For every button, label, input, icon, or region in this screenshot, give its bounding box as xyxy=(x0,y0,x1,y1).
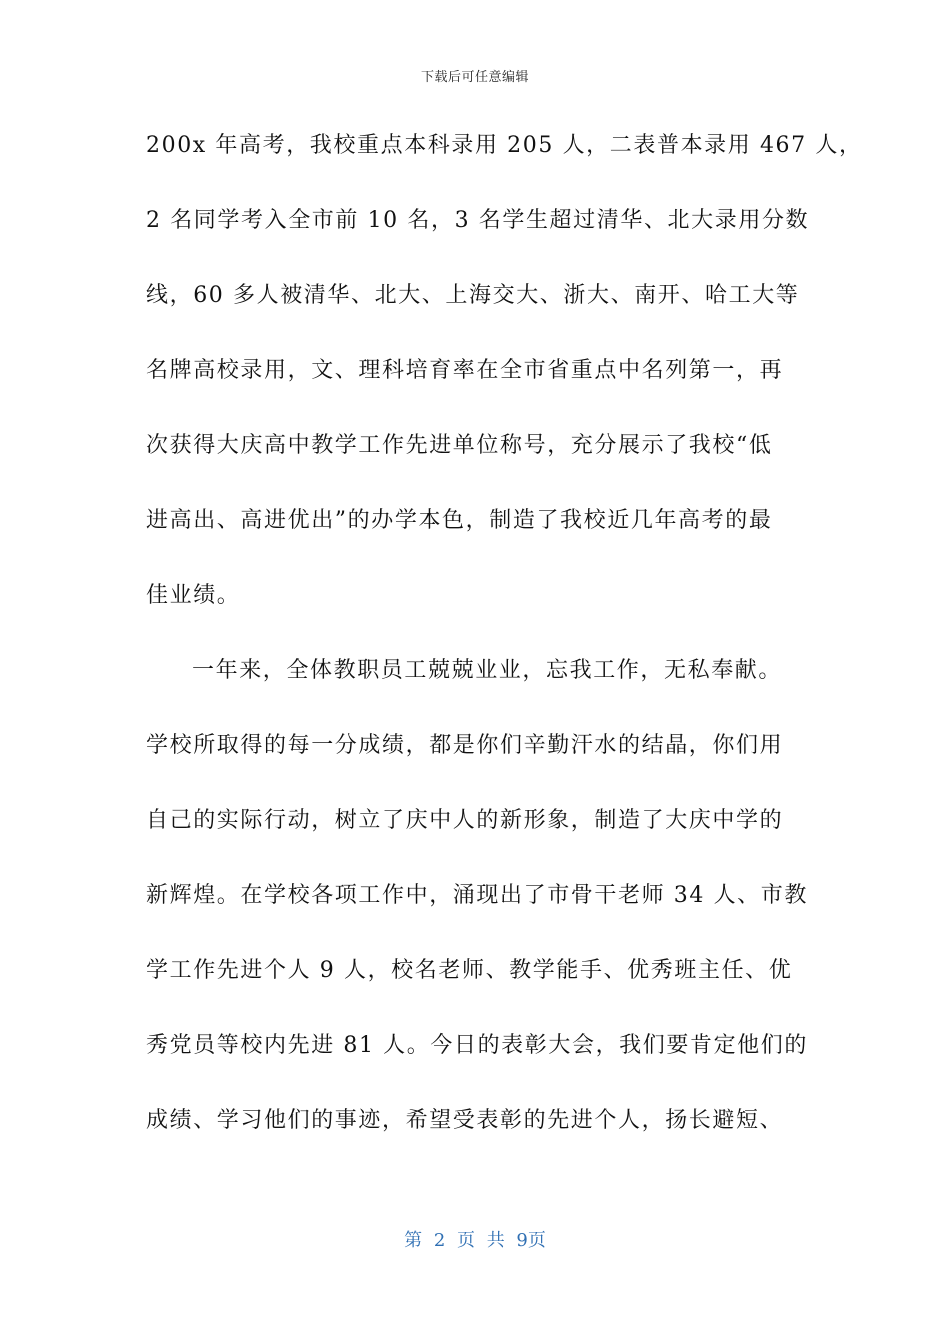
text-line: 进高出、高进优出”的办学本色，制造了我校近几年高考的最 xyxy=(146,508,773,533)
text-line: 名牌高校录用，文、理科培育率在全市省重点中名列第一，再 xyxy=(146,358,784,383)
text-line: 新辉煌。在学校各项工作中，涌现出了市骨干老师 34 人、市教 xyxy=(146,883,808,908)
paragraph-first-line: 一年来，全体教职员工兢兢业业，忘我工作，无私奉献。 xyxy=(192,658,783,683)
header-note: 下载后可任意编辑 xyxy=(420,70,529,85)
text-line: 自己的实际行动，树立了庆中人的新形象，制造了大庆中学的 xyxy=(146,808,784,833)
text-line: 200x 年高考，我校重点本科录用 205 人，二表普本录用 467 人， xyxy=(146,133,863,158)
text-line: 成绩、学习他们的事迹，希望受表彰的先进个人，扬长避短、 xyxy=(146,1108,784,1133)
text-line: 次获得大庆高中教学工作先进单位称号，充分展示了我校“低 xyxy=(146,433,773,458)
text-line: 学校所取得的每一分成绩，都是你们辛勤汗水的结晶，你们用 xyxy=(146,733,784,758)
text-line: 2 名同学考入全市前 10 名，3 名学生超过清华、北大录用分数 xyxy=(146,208,810,233)
page-indicator: 第 2 页 共 9页 xyxy=(404,1230,546,1251)
text-line: 秀党员等校内先进 81 人。今日的表彰大会，我们要肯定他们的 xyxy=(146,1033,808,1058)
text-line: 学工作先进个人 9 人，校名老师、教学能手、优秀班主任、优 xyxy=(146,958,793,983)
text-line: 佳业绩。 xyxy=(146,583,241,608)
document-body xyxy=(146,120,863,1170)
text-line: 线，60 多人被清华、北大、上海交大、浙大、南开、哈工大等 xyxy=(146,283,800,308)
